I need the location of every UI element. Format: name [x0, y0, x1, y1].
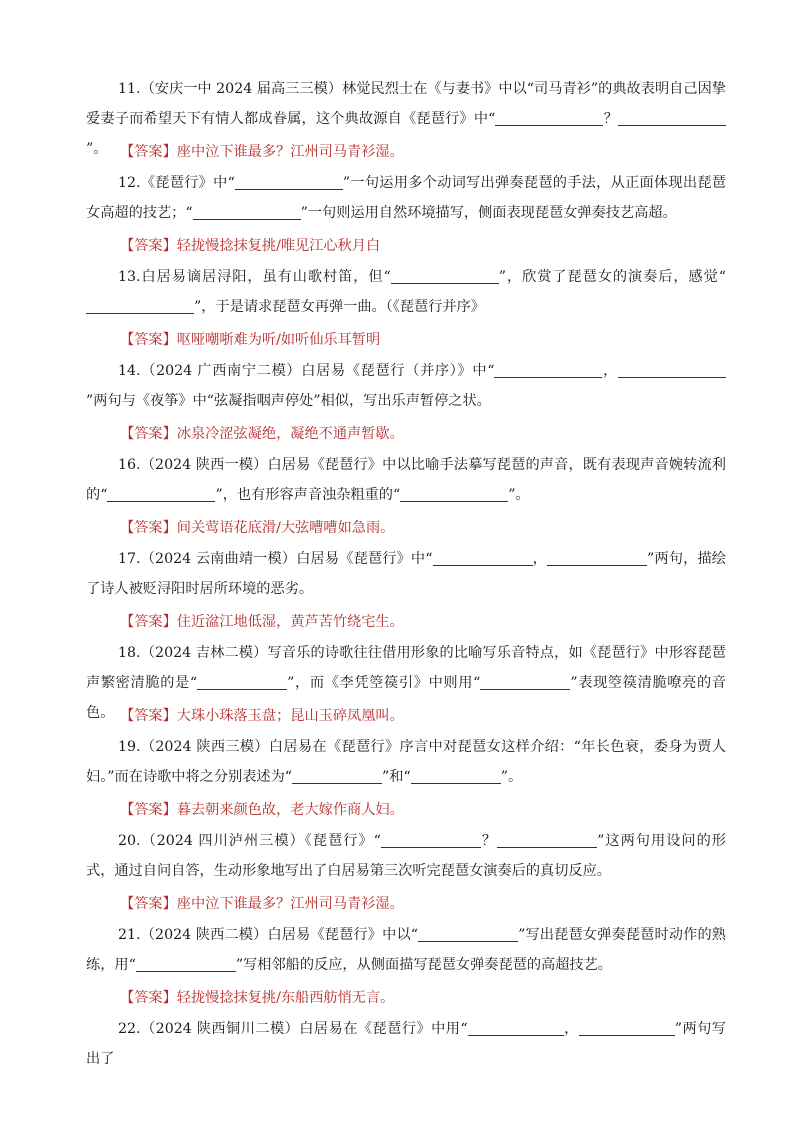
answer-blank[interactable] — [433, 549, 533, 566]
answer-blank[interactable] — [547, 549, 647, 566]
question-text: 17.（2024 云南曲靖一模）白居易《琵琶行》中“ ， ”两句，描绘了诗人被贬浔阳时居所环境的恶劣。 — [86, 551, 726, 597]
question-text: 21.（2024 陕西二模）白居易《琵琶行》中以“ ”写出琵琶女弹奏琵琶时动作的熟练，用“ ”写相邻船的反应，从侧面描写琵琶女弹奏琵琶的高超技艺。 — [86, 927, 726, 973]
answer-text: 呕哑嘲哳难为听/如听仙乐耳暂明 — [176, 332, 381, 348]
answer-tag: 【答案】 — [120, 332, 177, 348]
answer-14 — [0, 422, 794, 446]
answer-13 — [0, 328, 794, 352]
answer-blank[interactable] — [618, 109, 726, 126]
answer-16 — [0, 516, 794, 540]
question-16 — [0, 450, 794, 510]
question-text: 14.（2024 广西南宁二模）白居易《琵琶行（并序）》中“ ，”两句与《夜筝》中“弦凝指咽声停处”相似，写出乐声暂停之状。 — [86, 356, 726, 416]
answer-text: 座中泣下谁最多？江州司马青衫湿。 — [176, 896, 404, 912]
question-text: 22.（2024 陕西铜川二模）白居易在《琵琶行》中用“ ， ”两句写出了 — [86, 1021, 726, 1067]
answer-tag: 【答案】 — [120, 238, 177, 254]
answer-text: 大珠小珠落玉盘；昆山玉碎凤凰叫。 — [176, 708, 404, 724]
answer-blank[interactable] — [468, 1019, 564, 1036]
answer-tag: 【答案】 — [120, 802, 177, 818]
question-12 — [0, 168, 794, 228]
question-20 — [0, 826, 794, 886]
answer-blank[interactable] — [193, 203, 301, 220]
answer-blank[interactable] — [86, 297, 194, 314]
answer-blank[interactable] — [400, 485, 508, 502]
answer-20 — [0, 892, 794, 916]
answer-blank[interactable] — [235, 173, 343, 190]
question-text: 20.（2024 四川泸州三模）《琵琶行》“ ？ ”这两句用设问的形式，通过自问自答，生动形象地写出了白居易第三次听完琵琶女演奏后的真切反应。 — [86, 833, 726, 879]
answer-blank[interactable] — [107, 485, 215, 502]
question-text: 13.白居易谪居浔阳，虽有山歌村笛，但“ ”，欣赏了琵琶女的演奏后，感觉“”，于是请求琵琶女再弹一曲。（《琵琶行并序》 — [86, 262, 726, 322]
answer-text: 轻拢慢捻抹复挑/东船西舫悄无言。 — [176, 990, 395, 1006]
answer-blank[interactable] — [497, 831, 597, 848]
answer-text: 冰泉冷涩弦凝绝，凝绝不通声暂歇。 — [176, 426, 404, 442]
answer-blank[interactable] — [618, 361, 726, 378]
answer-text: 住近湓江地低湿，黄芦苦竹绕宅生。 — [176, 614, 404, 630]
question-17 — [0, 544, 794, 604]
answer-18 — [0, 704, 794, 728]
answer-19 — [0, 798, 794, 822]
answer-12 — [0, 234, 794, 258]
answer-text: 座中泣下谁最多？江州司马青衫湿。 — [176, 144, 404, 160]
answer-17 — [0, 610, 794, 634]
question-text: 16.（2024 陕西一模）白居易《琵琶行》中以比喻手法摹写琵琶的声音，既有表现声音婉转流利的“ ”，也有形容声音浊杂粗重的“ ”。 — [86, 457, 726, 503]
answer-tag: 【答案】 — [120, 896, 177, 912]
answer-tag: 【答案】 — [120, 426, 177, 442]
answer-blank[interactable] — [411, 767, 501, 784]
answer-blank[interactable] — [418, 925, 518, 942]
answer-text: 间关莺语花底滑/大弦嘈嘈如急雨。 — [176, 520, 395, 536]
answer-blank[interactable] — [495, 109, 603, 126]
answer-blank[interactable] — [494, 361, 602, 378]
answer-blank[interactable] — [136, 955, 236, 972]
answer-21 — [0, 986, 794, 1010]
question-13 — [0, 262, 794, 322]
answer-text: 轻拢慢捻抹复挑/唯见江心秋月白 — [176, 238, 381, 254]
answer-blank[interactable] — [480, 673, 570, 690]
answer-tag: 【答案】 — [120, 520, 177, 536]
question-14 — [0, 356, 794, 416]
answer-blank[interactable] — [197, 673, 287, 690]
answer-11 — [0, 140, 794, 164]
question-text: 19.（2024 陕西三模）白居易在《琵琶行》序言中对琵琶女这样介绍：“年长色衰，委身为贾人妇。”而在诗歌中将之分别表述为“ ”和“ ”。 — [86, 739, 726, 785]
answer-blank[interactable] — [579, 1019, 675, 1036]
answer-tag: 【答案】 — [120, 708, 177, 724]
question-19 — [0, 732, 794, 792]
answer-tag: 【答案】 — [120, 144, 177, 160]
answer-blank[interactable] — [391, 267, 499, 284]
answer-tag: 【答案】 — [120, 990, 177, 1006]
question-22 — [0, 1014, 794, 1074]
question-text: 12.《琵琶行》中“ ”一句运用多个动词写出弹奏琵琶的手法，从正面体现出琵琶女高超的技艺；“ ”一句则运用自然环境描写，侧面表现琵琶女弹奏技艺高超。 — [86, 175, 726, 221]
answer-blank[interactable] — [381, 831, 481, 848]
answer-tag: 【答案】 — [120, 614, 177, 630]
question-text: 18.（2024 吉林二模）写音乐的诗歌往往借用形象的比喻写乐音特点，如《琵琶行》中形容琵琶声繁密清脆的是“ ”，而《李凭箜篌引》中则用“ ”表现箜篌清脆嘹亮的音色。 — [86, 645, 726, 721]
answer-text: 暮去朝来颜色故，老大嫁作商人妇。 — [176, 802, 404, 818]
answer-blank[interactable] — [292, 767, 382, 784]
question-21 — [0, 920, 794, 980]
question-text: 11.（安庆一中 2024 届高三三模）林觉民烈士在《与妻书》中以“司马青衫”的典故表明自己因挚爱妻子而希望天下有情人都成眷属，这个典故源自《琵琶行》中“ ？”。 — [86, 81, 726, 157]
